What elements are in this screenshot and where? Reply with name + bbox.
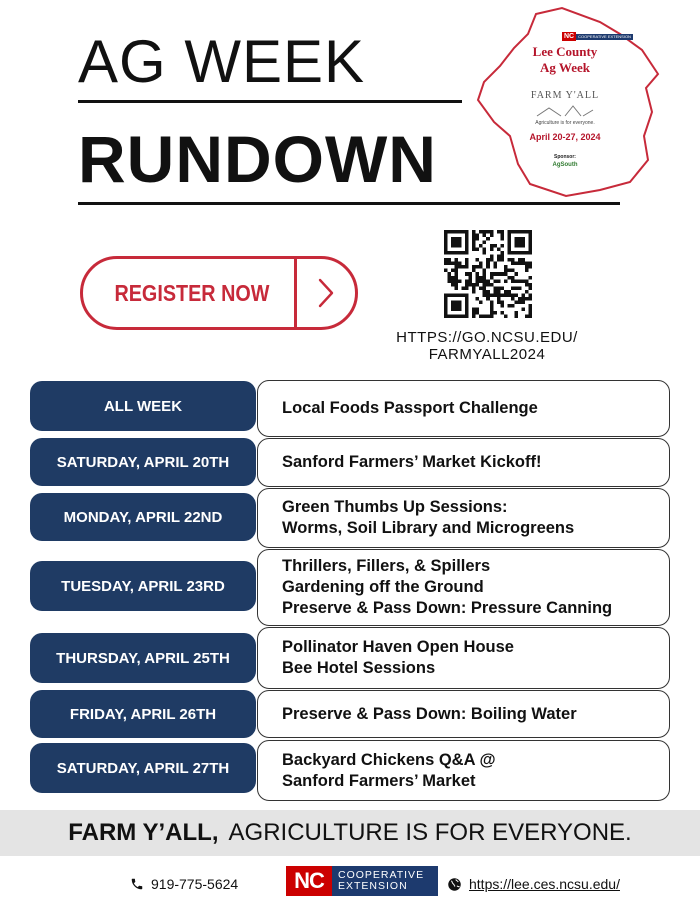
schedule-event-box [257,690,670,738]
register-button-label: REGISTER NOW [114,279,270,306]
tagline-rest: AGRICULTURE IS FOR EVERYONE. [228,819,632,846]
nc-logo-mark: NC [286,866,332,896]
register-now-button[interactable] [80,256,358,330]
schedule-event-line: Backyard Chickens Q&A @ [282,750,496,769]
qr-url-line-1: HTTPS://GO.NCSU.EDU/ [396,329,578,346]
barn-illustration-icon [535,104,595,118]
schedule-day-label: SATURDAY, APRIL 27TH [30,743,256,793]
schedule-event-box [257,488,670,548]
title-line-1: AG WEEK [78,28,366,95]
schedule-day-label: MONDAY, APRIL 22ND [30,493,256,541]
schedule-event-box [257,740,670,801]
schedule-event-line: Green Thumbs Up Sessions: [282,498,508,516]
logo-sponsor-name: AgSouth [552,162,578,168]
schedule-event-line: Sanford Farmers’ Market [282,771,476,790]
mini-nc-badge: NC [564,33,575,40]
schedule-event-line: Preserve & Pass Down: Boiling Water [282,704,577,723]
schedule-day-label: FRIDAY, APRIL 26TH [30,690,256,738]
schedule-day-label: ALL WEEK [30,381,256,431]
globe-icon [447,877,462,892]
nc-logo-text-line-1: COOPERATIVE [338,869,425,881]
chevron-right-icon [297,277,355,309]
schedule-event-line: Bee Hotel Sessions [282,659,436,677]
schedule-event-line: Gardening off the Ground [282,578,484,596]
logo-county: Lee County [532,44,598,59]
qr-url-text[interactable] [380,329,594,363]
website-link[interactable]: https://lee.ces.ncsu.edu/ [469,876,620,892]
title-line-2: RUNDOWN [78,122,437,196]
schedule-event-line: Thrillers, Fillers, & Spillers [282,557,491,575]
nc-logo-text-line-2: EXTENSION [338,880,408,892]
logo-sponsor-label: Sponsor: [554,154,576,160]
schedule-day-label: TUESDAY, APRIL 23RD [30,561,256,611]
nc-logo-text [332,866,438,896]
title-rule-bottom [78,202,620,205]
schedule-day-label: SATURDAY, APRIL 20TH [30,438,256,486]
logo-event-name: Ag Week [540,60,590,75]
lee-county-ag-week-logo [470,4,660,200]
schedule-event-line: Sanford Farmers’ Market Kickoff! [282,453,542,471]
phone-icon [130,877,144,891]
qr-code-icon[interactable] [444,230,532,318]
schedule-day-label: THURSDAY, APRIL 25TH [30,633,256,683]
schedule-event-line: Preserve & Pass Down: Pressure Canning [282,599,613,617]
logo-tagline: Agriculture is for everyone. [535,120,595,126]
schedule-event-line: Local Foods Passport Challenge [282,399,538,417]
title-rule-top [78,100,462,103]
footer-tagline-band [0,810,700,856]
schedule-event-box [257,549,670,626]
nc-cooperative-extension-logo [286,866,438,896]
schedule-event-box [257,438,670,487]
schedule-event-line: Worms, Soil Library and Microgreens [282,519,575,537]
phone-number[interactable]: 919-775-5624 [151,876,239,892]
logo-theme: FARM Y'ALL [530,90,600,101]
schedule-event-box [257,380,670,437]
mini-extension-text: COOPERATIVE EXTENSION [578,33,631,39]
mini-extension-badge [562,32,633,41]
schedule-event-line: Pollinator Haven Open House [282,638,514,656]
tagline-strong: FARM Y’ALL, [68,819,219,846]
qr-url-line-2: FARMYALL2024 [428,346,546,363]
logo-dates: April 20-27, 2024 [529,132,601,142]
schedule-event-box [257,627,670,689]
